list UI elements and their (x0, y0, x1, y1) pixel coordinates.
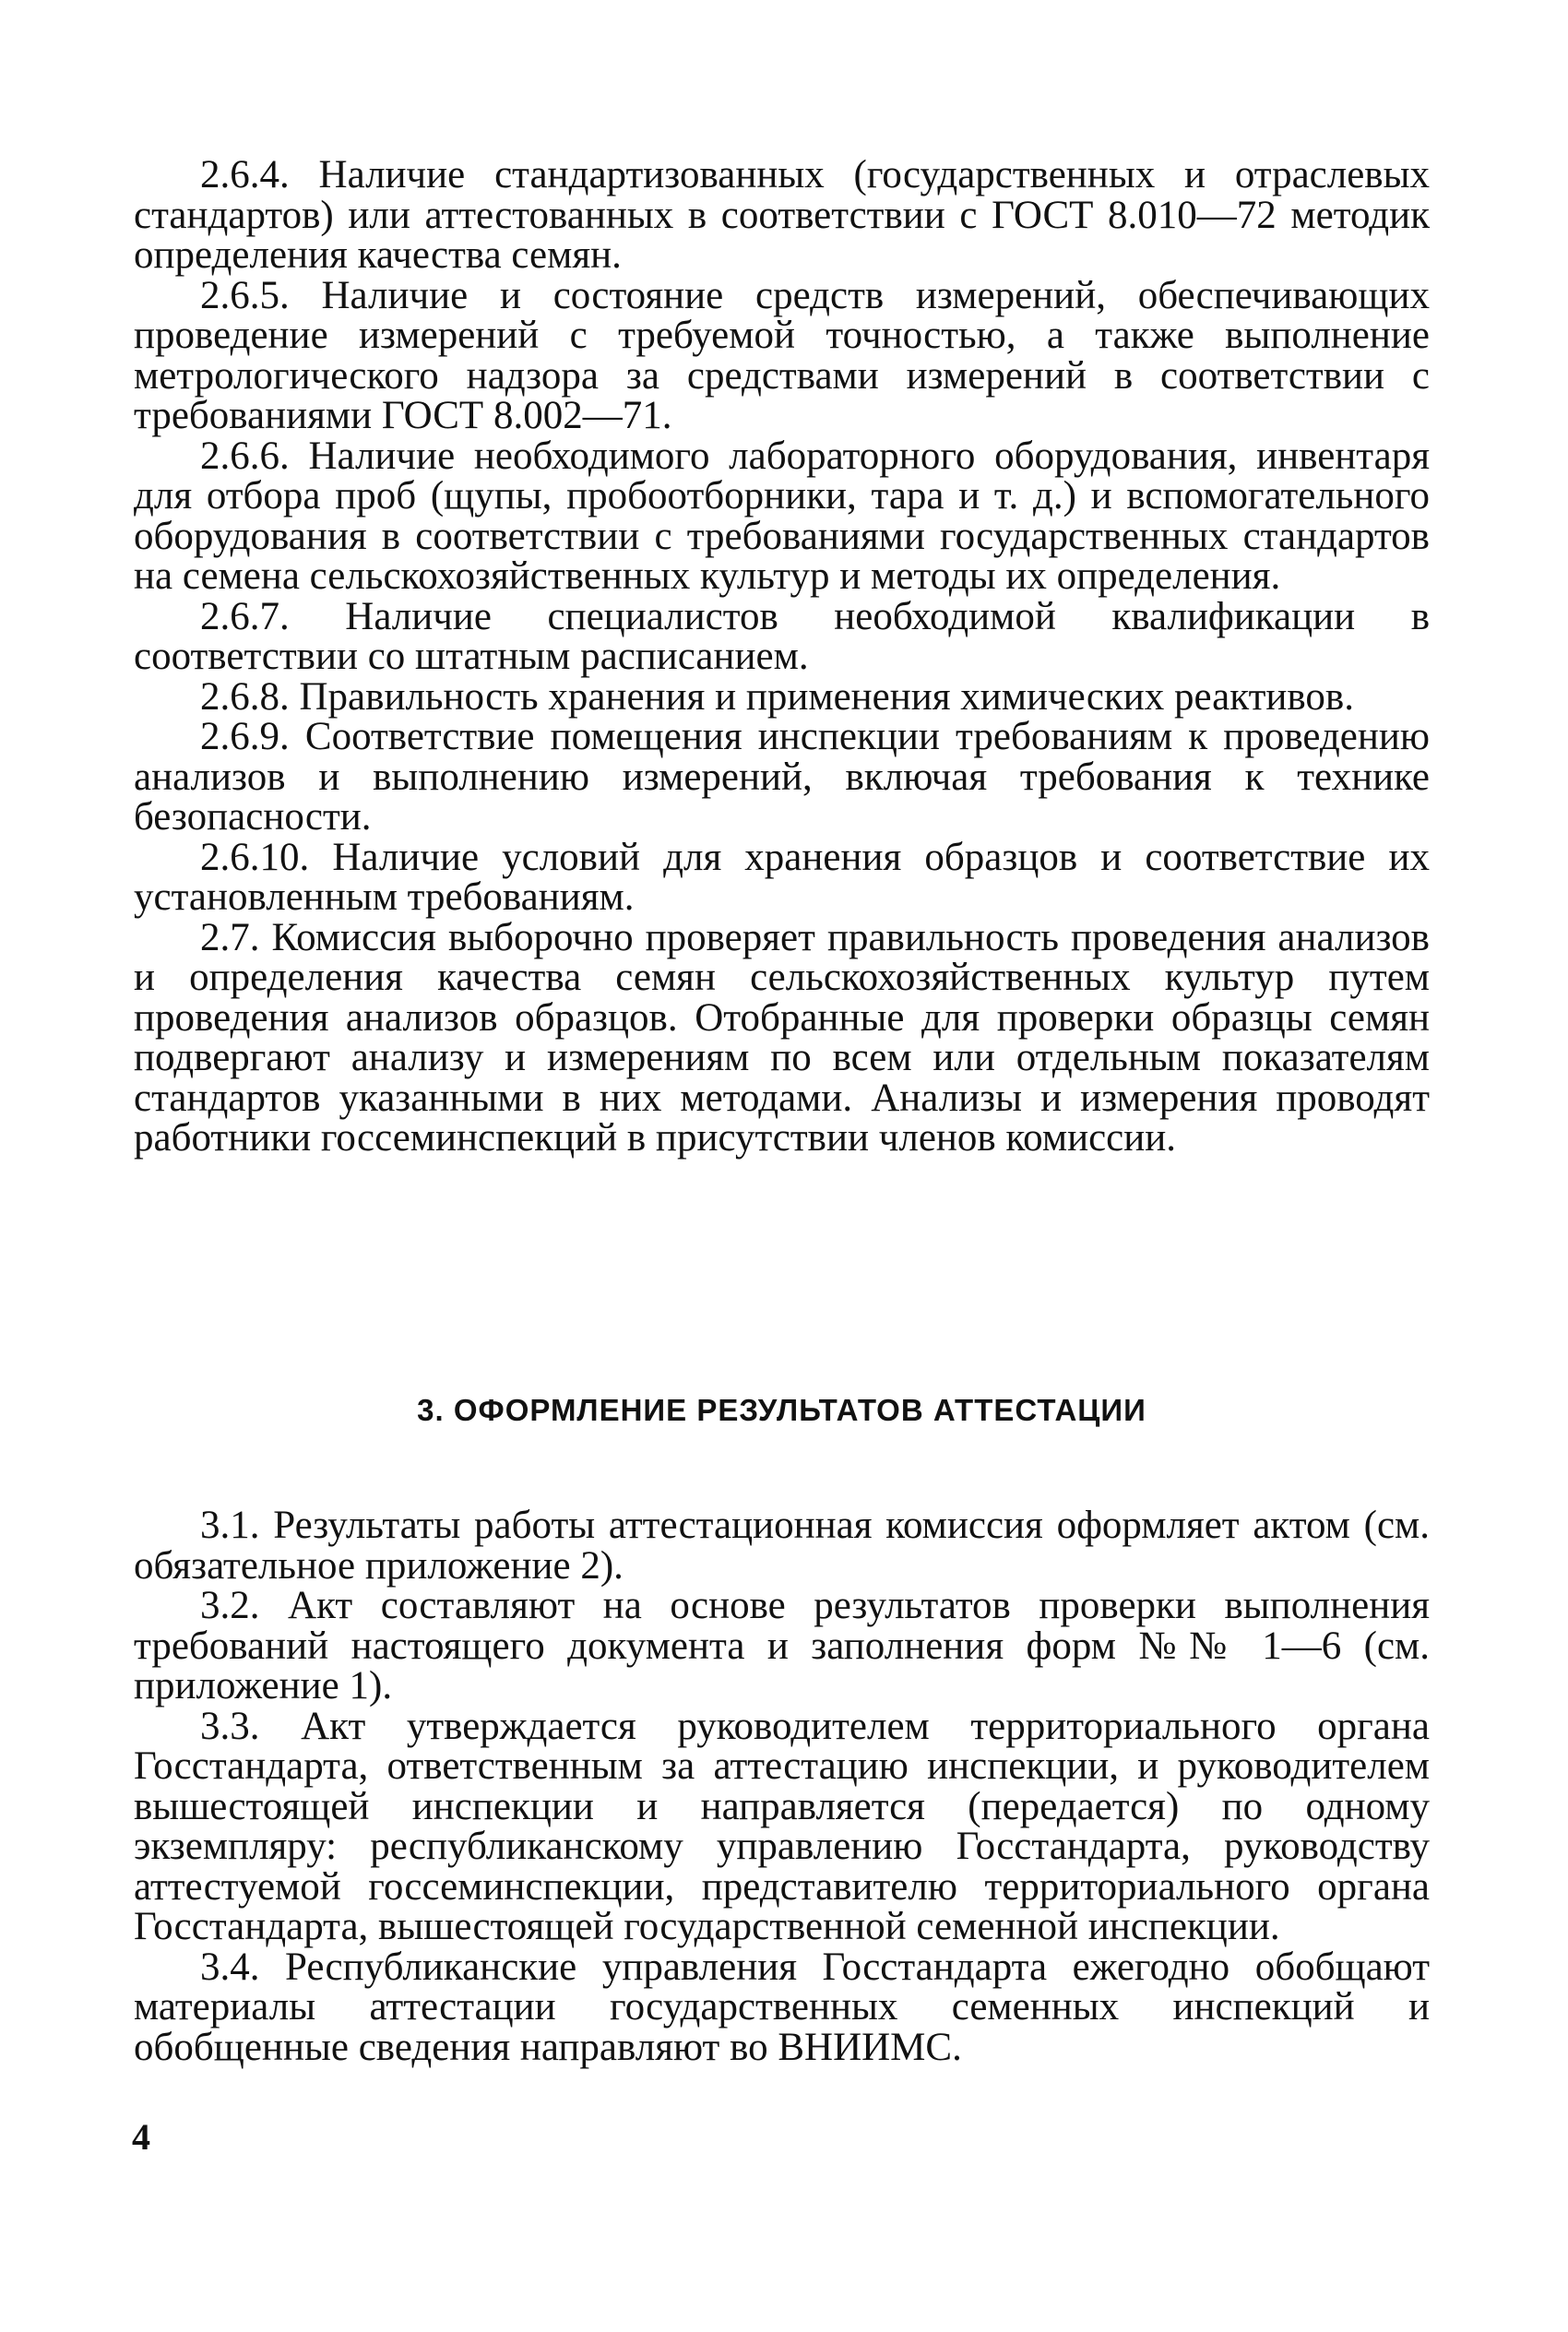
paragraph-2-6-10: 2.6.10. Наличие условий для хранения образцов и соответствие их установленным требованиям. (134, 835, 1430, 919)
paragraph-2-6-5: 2.6.5. Наличие и состояние средств измерений, обеспечивающих проведение измерений с требуемой точностью, а также выполнение метрологического надзора за средствами измерений в соответствии с требованиями ГОСТ 8.002—71. (134, 273, 1430, 437)
paragraph-3-2: 3.2. Акт составляют на основе результатов проверки выполнения требований настоящего документа и заполнения форм №№ 1—6 (см. приложение 1). (134, 1584, 1430, 1707)
paragraph-3-1: 3.1. Результаты работы аттестационная комиссия оформляет актом (см. обязательное приложение 2). (134, 1504, 1430, 1588)
page-number: 4 (132, 2116, 150, 2158)
paragraph-2-7: 2.7. Комиссия выборочно проверяет правильность проведения анализов и определения качества семян сельскохозяйственных культур путем проведения анализов образцов. Отобранные для проверки образцы семян подвергают анализу и измерениям по всем или отдельным показателям стандартов указанными в них методами. Анализы и измерения проводят работники госсеминспекций в присутствии членов комиссии. (134, 915, 1430, 1160)
paragraph-2-6-7: 2.6.7. Наличие специалистов необходимой квалификации в соответствии со штатным расписанием. (134, 594, 1430, 678)
paragraph-2-6-9: 2.6.9. Соответствие помещения инспекции требованиям к проведению анализов и выполнению измерений, включая требования к технике безопасности. (134, 715, 1430, 839)
paragraph-2-6-4: 2.6.4. Наличие стандартизованных (государственных и отраслевых стандартов) или аттестованных в соответствии с ГОСТ 8.010—72 методик определения качества семян. (134, 153, 1430, 277)
body-text-bottom (134, 1505, 1430, 2067)
section-heading: 3. ОФОРМЛЕНИЕ РЕЗУЛЬТАТОВ АТТЕСТАЦИИ (417, 1393, 1146, 1427)
paragraph-2-6-6: 2.6.6. Наличие необходимого лабораторного оборудования, инвентаря для отбора проб (щупы, пробоотборники, тара и т. д.) и вспомогательного оборудования в соответствии с требованиями государственных стандартов на семена сельскохозяйственных культур и методы их определения. (134, 434, 1430, 598)
body-text-top (134, 155, 1430, 1159)
paragraph-2-6-8: 2.6.8. Правильность хранения и применения химических реактивов. (200, 674, 1354, 719)
paragraph-3-4: 3.4. Республиканские управления Госстандарта ежегодно обобщают материалы аттестации государственных семенных инспекций и обобщенные сведения направляют во ВНИИМС. (134, 1945, 1430, 2069)
paragraph-3-3: 3.3. Акт утверждается руководителем территориального органа Госстандарта, ответственным за аттестацию инспекции, и руководителем вышестоящей инспекции и направляется (передается) по одному экземпляру: республиканскому управлению Госстандарта, руководству аттестуемой госсеминспекции, представителю территориального органа Госстандарта, вышестоящей государственной семенной инспекции. (134, 1704, 1430, 1948)
